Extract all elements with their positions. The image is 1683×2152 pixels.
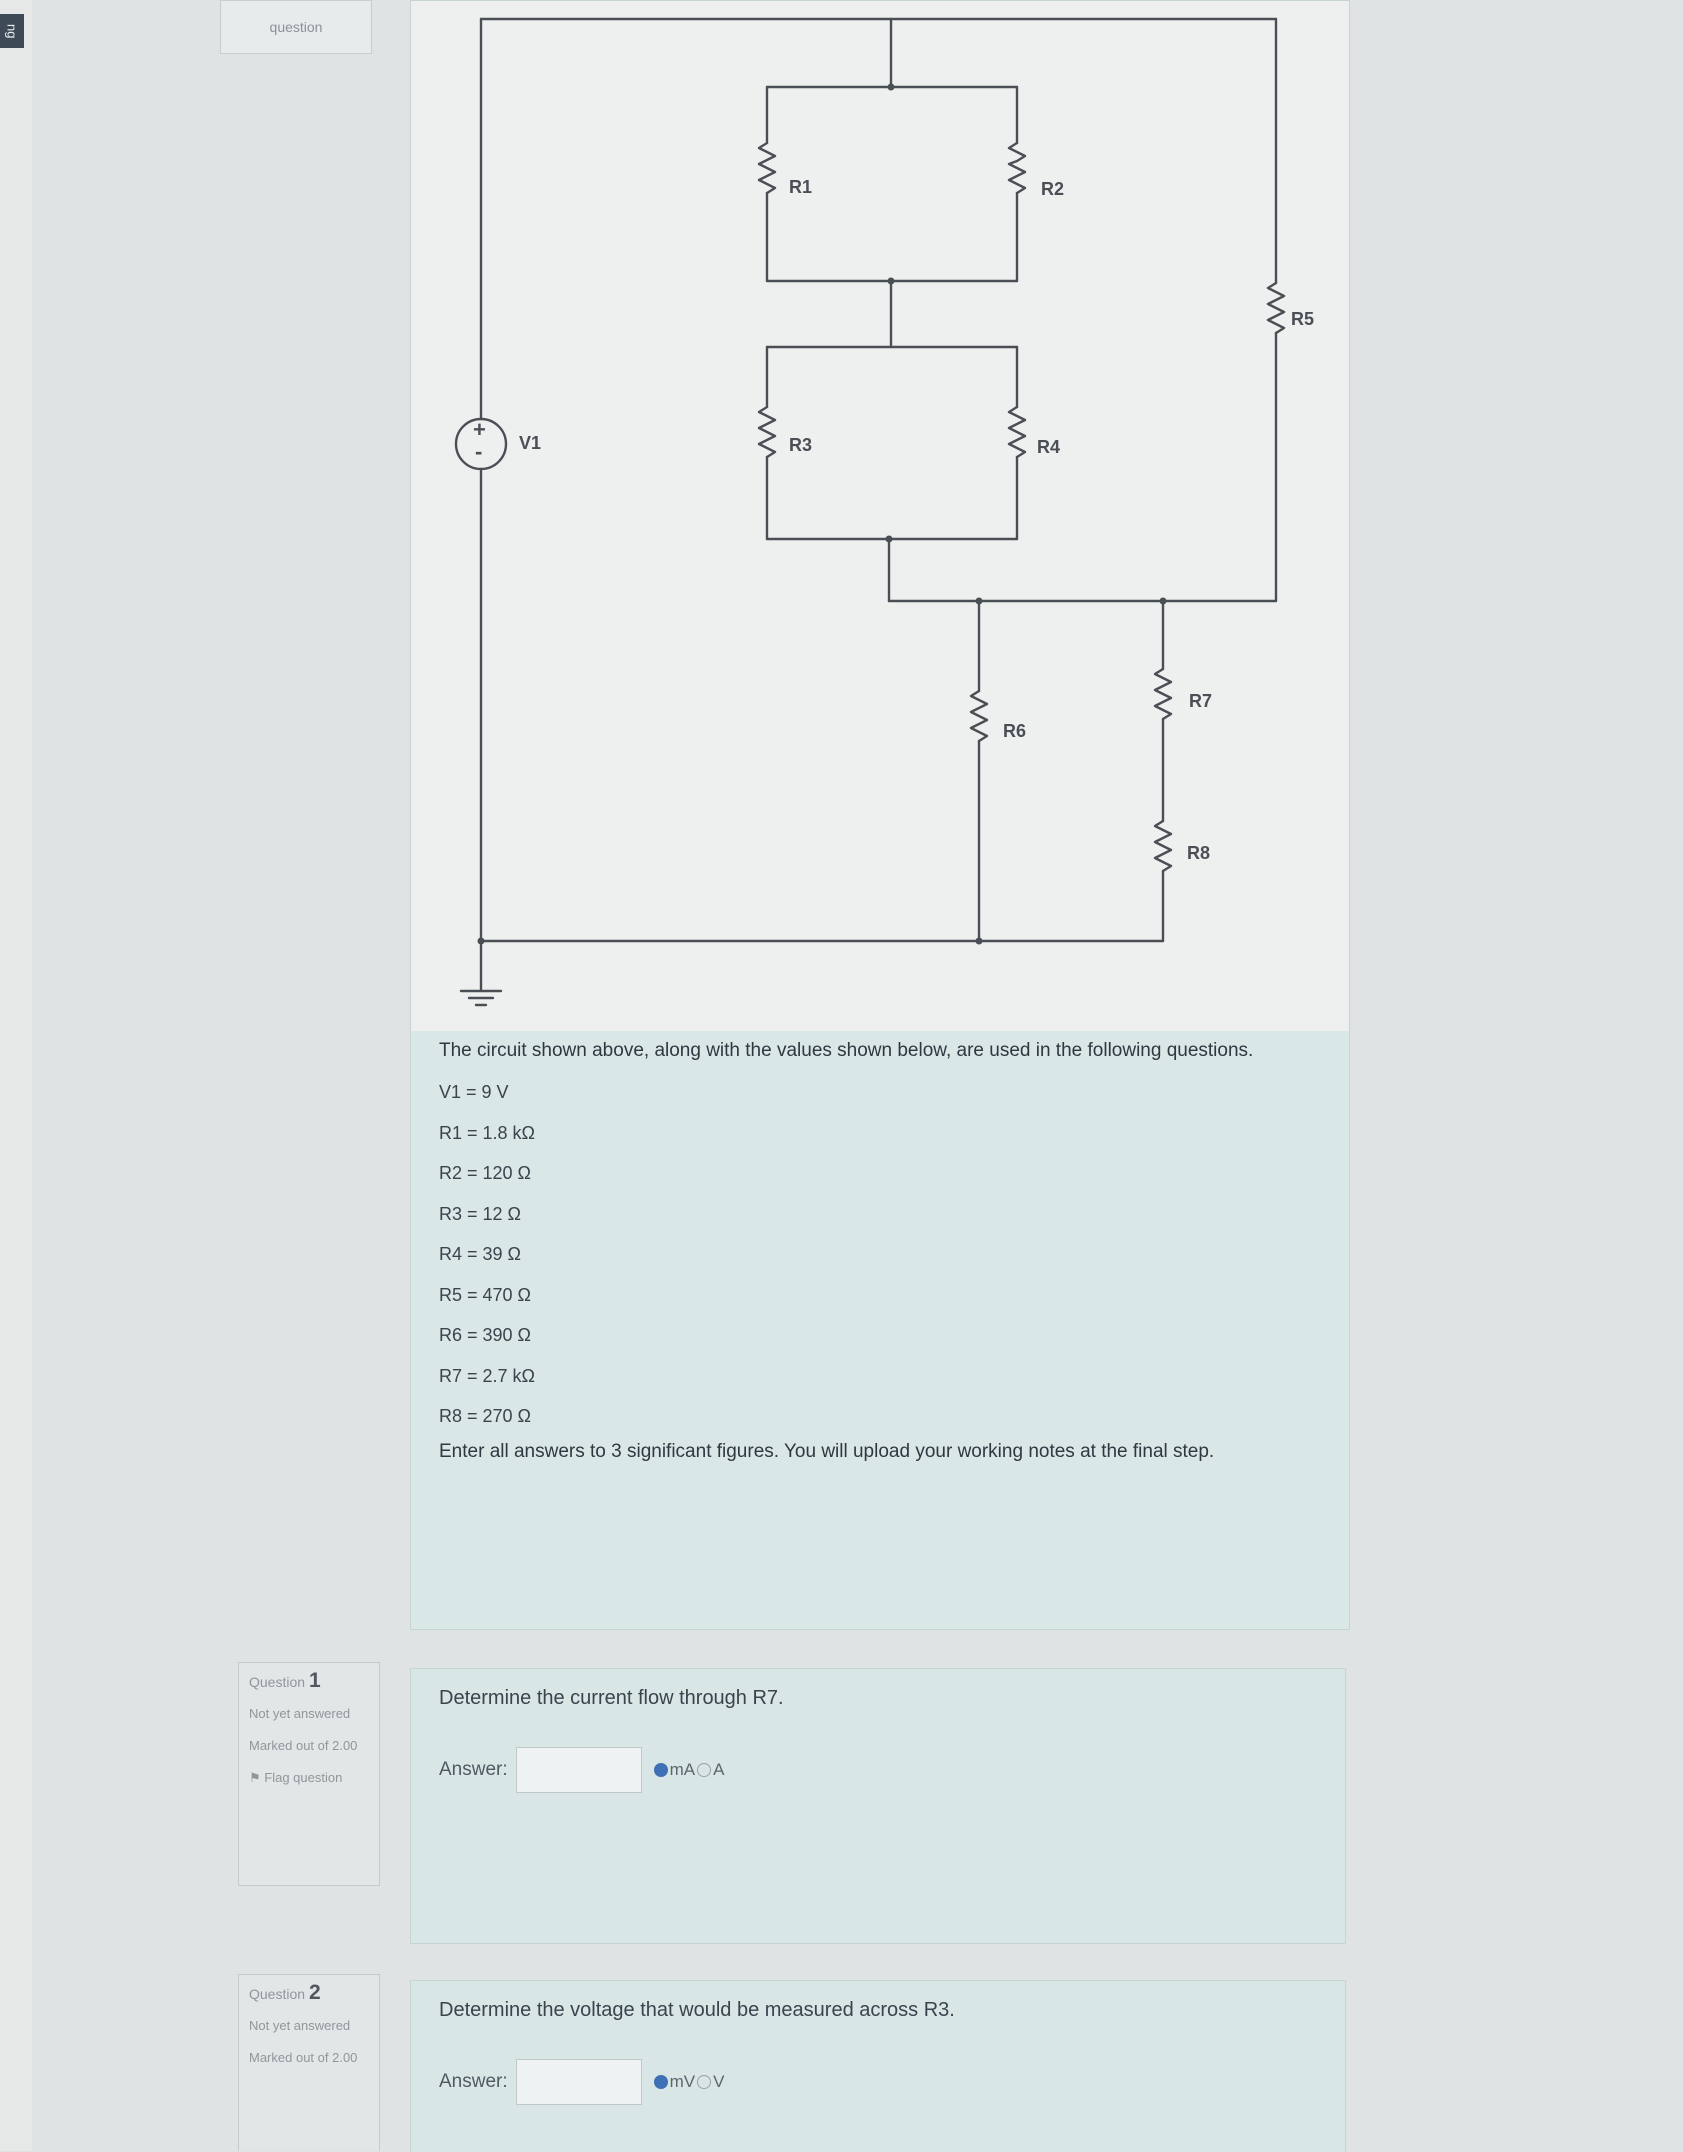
question-2-text: Determine the voltage that would be measured across R3. <box>439 1999 955 2021</box>
resistor-r1 <box>759 143 775 193</box>
resistor-r6 <box>971 691 987 741</box>
v1-plus-sign: + <box>473 417 486 442</box>
node-dot <box>886 536 893 543</box>
flag-question-label: question <box>269 19 323 35</box>
question-2-marks: Marked out of 2.00 <box>249 2050 358 2065</box>
unit-mv-label: mV <box>669 2072 696 2091</box>
label-r8: R8 <box>1187 843 1211 863</box>
question-2-status: Not yet answered <box>249 2018 351 2033</box>
intro-text: The circuit shown above, along with the values shown below, are used in the following questions. <box>439 1040 1254 1061</box>
value-r6: R6 = 390 Ω <box>439 1325 532 1345</box>
question-1-number <box>249 1671 369 1692</box>
label-r1: R1 <box>789 177 813 197</box>
question-1-box <box>410 1668 1346 1944</box>
answer-label: Answer: <box>439 1759 508 1780</box>
question-label: Question <box>249 1986 306 2002</box>
resistor-r7 <box>1155 669 1171 719</box>
node-dot <box>976 598 983 605</box>
node-dot <box>1160 598 1167 605</box>
radio-ma[interactable] <box>654 1763 668 1777</box>
question-2-number <box>249 1983 369 2004</box>
unit-v-label: V <box>713 2072 725 2091</box>
question-number: 1 <box>309 1669 321 1692</box>
question-2-answer-row <box>439 2059 724 2105</box>
flag-question-1[interactable] <box>249 1768 369 1788</box>
value-r7: R7 = 2.7 kΩ <box>439 1365 536 1386</box>
question-2-answer-input[interactable] <box>516 2059 642 2105</box>
question-1-answer-row <box>439 1747 724 1793</box>
label-r4: R4 <box>1037 437 1061 457</box>
flag-icon: ⚑ <box>249 1770 261 1785</box>
label-r5: R5 <box>1291 309 1315 329</box>
resistor-r3 <box>759 407 775 457</box>
node-dot <box>888 278 895 285</box>
question-1-text: Determine the current flow through R7. <box>439 1687 784 1709</box>
value-r8: R8 = 270 Ω <box>439 1406 532 1426</box>
question-info-panel <box>410 0 1350 1630</box>
unit-a-label: A <box>713 1760 725 1779</box>
question-1-info <box>238 1662 380 1886</box>
question-intro <box>439 1036 1319 1467</box>
node-dot <box>888 84 895 91</box>
value-r2: R2 = 120 Ω <box>439 1163 532 1183</box>
label-r3: R3 <box>789 435 813 455</box>
value-r3: R3 = 12 Ω <box>439 1203 522 1224</box>
value-r1: R1 = 1.8 kΩ <box>439 1122 536 1143</box>
circuit-svg <box>411 1 1349 1031</box>
question-1-status: Not yet answered <box>249 1706 351 1721</box>
flag-question-label: Flag question <box>264 1770 343 1785</box>
radio-a[interactable] <box>697 1763 711 1777</box>
value-r4: R4 = 39 Ω <box>439 1244 522 1264</box>
label-r6: R6 <box>1003 721 1027 741</box>
left-strip <box>0 0 32 2151</box>
resistor-r8 <box>1155 821 1171 871</box>
label-v1: V1 <box>519 433 542 453</box>
drawer-toggle-tab[interactable]: ng <box>0 14 24 48</box>
value-r5: R5 = 470 Ω <box>439 1284 532 1305</box>
question-label: Question <box>249 1674 306 1690</box>
v1-minus-sign: - <box>475 439 483 464</box>
radio-mv[interactable] <box>654 2075 668 2089</box>
question-number: 2 <box>309 1981 321 2004</box>
resistor-r5 <box>1268 283 1284 333</box>
question-1-answer-input[interactable] <box>516 1747 642 1793</box>
component-values <box>439 1072 1319 1437</box>
question-2-box <box>410 1980 1346 2152</box>
node-dot <box>976 938 983 945</box>
question-2-info <box>238 1974 380 2151</box>
circuit-diagram <box>411 1 1349 1031</box>
resistor-r4 <box>1009 407 1025 457</box>
unit-ma-label: mA <box>669 1760 696 1779</box>
node-dot <box>478 938 485 945</box>
answer-label: Answer: <box>439 2071 508 2092</box>
flag-question-top[interactable] <box>220 0 372 54</box>
label-r2: R2 <box>1041 179 1065 199</box>
radio-v[interactable] <box>697 2075 711 2089</box>
label-r7: R7 <box>1189 691 1213 711</box>
question-1-marks: Marked out of 2.00 <box>249 1738 358 1753</box>
instructions-note: Enter all answers to 3 significant figures. You will upload your working notes at the final step. <box>439 1440 1215 1462</box>
resistor-r2 <box>1009 143 1025 193</box>
value-v1: V1 = 9 V <box>439 1082 509 1102</box>
